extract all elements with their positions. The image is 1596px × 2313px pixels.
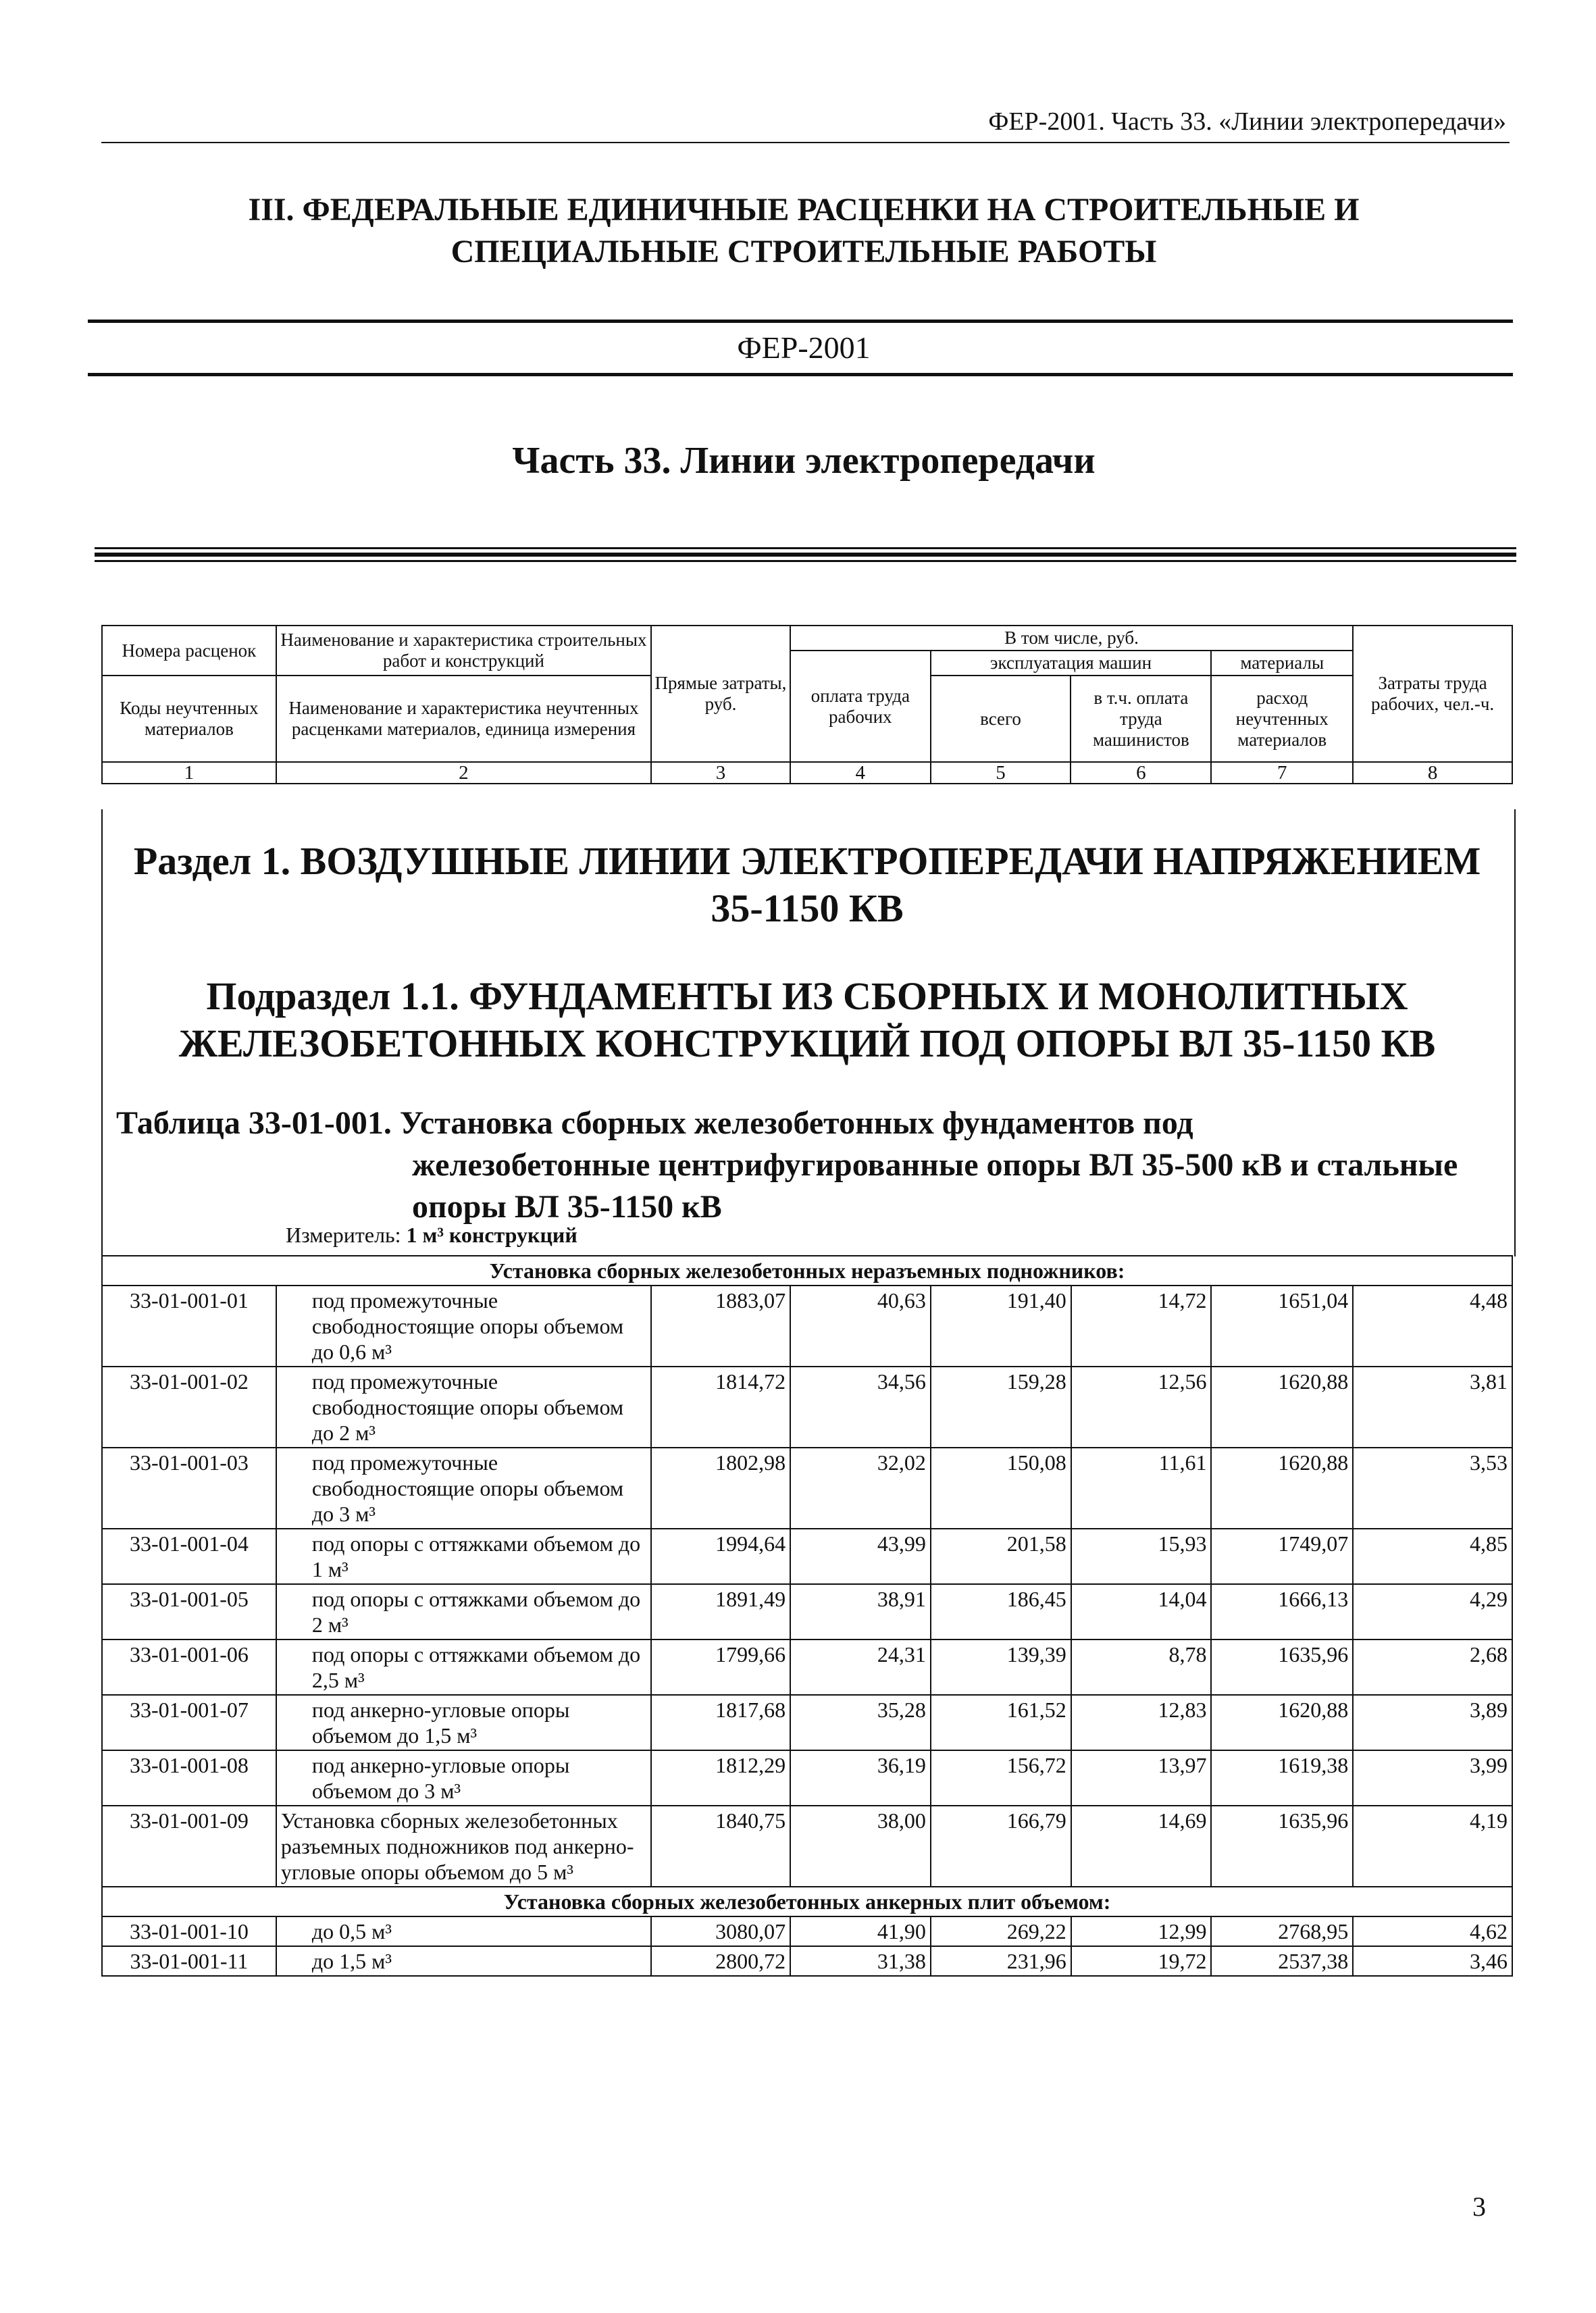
materials-cost-cell: 1619,38 <box>1211 1750 1353 1806</box>
machines-cost-cell: 150,08 <box>931 1448 1071 1529</box>
machines-cost-cell: 269,22 <box>931 1916 1071 1946</box>
labor-cost-cell: 34,56 <box>790 1367 931 1448</box>
direct-cost-cell: 3080,07 <box>651 1916 790 1946</box>
machines-cost-cell: 161,52 <box>931 1695 1071 1750</box>
header-materialy: материалы <box>1211 651 1353 676</box>
labor-hours-cell: 4,48 <box>1353 1286 1512 1367</box>
materials-cost-cell: 1635,96 <box>1211 1640 1353 1695</box>
table-caption-line1: Таблица 33-01-001. Установка сборных железобетонных фундаментов под <box>116 1105 1193 1141</box>
main-title-line1: III. ФЕДЕРАЛЬНЫЕ ЕДИНИЧНЫЕ РАСЦЕНКИ НА СТРОИТЕЛЬНЫЕ И <box>248 192 1360 228</box>
col-number-8: 8 <box>1353 762 1512 784</box>
operators-cost-cell: 14,72 <box>1071 1286 1212 1367</box>
materials-cost-cell: 2537,38 <box>1211 1946 1353 1976</box>
labor-cost-cell: 31,38 <box>790 1946 931 1976</box>
operators-cost-cell: 19,72 <box>1071 1946 1212 1976</box>
section-title <box>101 838 1513 932</box>
table-caption-line3: опоры ВЛ 35-1150 кВ <box>412 1189 722 1225</box>
work-name-cell: до 0,5 м³ <box>276 1916 651 1946</box>
rate-code-cell: 33-01-001-11 <box>102 1946 276 1976</box>
machines-cost-cell: 159,28 <box>931 1367 1071 1448</box>
header-naimenovanie-materialov: Наименование и характеристика неучтенных расценками материалов, единица измерения <box>276 676 651 762</box>
work-name-cell: Установка сборных железобетонных разъемных подножников под анкерно-угловые опоры объемом до 5 м³ <box>276 1806 651 1887</box>
col-number-5: 5 <box>931 762 1071 784</box>
meter-value: 1 м³ конструкций <box>406 1223 577 1247</box>
labor-cost-cell: 40,63 <box>790 1286 931 1367</box>
machines-cost-cell: 186,45 <box>931 1584 1071 1640</box>
table-row <box>102 1946 1512 1976</box>
labor-hours-cell: 2,68 <box>1353 1640 1512 1695</box>
work-name-cell: под анкерно-угловые опоры объемом до 3 м³ <box>276 1750 651 1806</box>
rate-code-cell: 33-01-001-08 <box>102 1750 276 1806</box>
table-row <box>102 1584 1512 1640</box>
header-naimenovanie-rabot: Наименование и характеристика строительных работ и конструкций <box>276 626 651 676</box>
table-row <box>102 1640 1512 1695</box>
materials-cost-cell: 1666,13 <box>1211 1584 1353 1640</box>
header-pryamye: Прямые затраты, руб. <box>651 626 790 762</box>
labor-cost-cell: 41,90 <box>790 1916 931 1946</box>
labor-cost-cell: 43,99 <box>790 1529 931 1584</box>
part-rule-1 <box>95 547 1516 549</box>
header-rule <box>101 142 1510 143</box>
labor-cost-cell: 24,31 <box>790 1640 931 1695</box>
labor-hours-cell: 3,99 <box>1353 1750 1512 1806</box>
section-title-line2: 35-1150 КВ <box>711 886 904 930</box>
header-nomera: Номера расценок <box>102 626 276 676</box>
machines-cost-cell: 166,79 <box>931 1806 1071 1887</box>
rate-code-cell: 33-01-001-09 <box>102 1806 276 1887</box>
labor-cost-cell: 38,91 <box>790 1584 931 1640</box>
part-rule-2 <box>95 553 1516 557</box>
col-number-4: 4 <box>790 762 931 784</box>
table-caption-line2: железобетонные центрифугированные опоры ВЛ 35-500 кВ и стальные <box>412 1147 1458 1183</box>
rate-code-cell: 33-01-001-03 <box>102 1448 276 1529</box>
header-v-tom-chisle: В том числе, руб. <box>790 626 1353 651</box>
labor-hours-cell: 3,81 <box>1353 1367 1512 1448</box>
header-v-t-ch: в т.ч. оплата труда машинистов <box>1071 676 1211 762</box>
labor-hours-cell: 4,85 <box>1353 1529 1512 1584</box>
work-name-cell: под опоры с оттяжками объемом до 2,5 м³ <box>276 1640 651 1695</box>
work-name-cell: под анкерно-угловые опоры объемом до 1,5 м³ <box>276 1695 651 1750</box>
machines-cost-cell: 231,96 <box>931 1946 1071 1976</box>
subsection-title-line1: Подраздел 1.1. ФУНДАМЕНТЫ ИЗ СБОРНЫХ И МОНОЛИТНЫХ <box>206 974 1408 1018</box>
machines-cost-cell: 191,40 <box>931 1286 1071 1367</box>
rate-code-cell: 33-01-001-04 <box>102 1529 276 1584</box>
machines-cost-cell: 156,72 <box>931 1750 1071 1806</box>
header-vsego: всего <box>931 676 1071 762</box>
rate-code-cell: 33-01-001-05 <box>102 1584 276 1640</box>
direct-cost-cell: 1891,49 <box>651 1584 790 1640</box>
machines-cost-cell: 201,58 <box>931 1529 1071 1584</box>
fer-label: ФЕР-2001 <box>737 330 871 365</box>
labor-hours-cell: 3,46 <box>1353 1946 1512 1976</box>
direct-cost-cell: 2800,72 <box>651 1946 790 1976</box>
table-row <box>102 1367 1512 1448</box>
work-name-cell: под промежуточные свободностоящие опоры объемом до 0,6 м³ <box>276 1286 651 1367</box>
materials-cost-cell: 1620,88 <box>1211 1448 1353 1529</box>
operators-cost-cell: 13,97 <box>1071 1750 1212 1806</box>
col-number-2: 2 <box>276 762 651 784</box>
operators-cost-cell: 11,61 <box>1071 1448 1212 1529</box>
labor-hours-cell: 3,89 <box>1353 1695 1512 1750</box>
group-row <box>102 1256 1512 1286</box>
materials-cost-cell: 1620,88 <box>1211 1695 1353 1750</box>
group-heading: Установка сборных железобетонных неразъемных подножников: <box>102 1256 1512 1286</box>
table-row <box>102 1695 1512 1750</box>
fer-rule-top <box>88 320 1513 323</box>
table-row <box>102 1916 1512 1946</box>
header-ekspluataciya: эксплуатация машин <box>931 651 1212 676</box>
rates-table <box>101 1255 1513 1977</box>
work-name-cell: под опоры с оттяжками объемом до 2 м³ <box>276 1584 651 1640</box>
operators-cost-cell: 8,78 <box>1071 1640 1212 1695</box>
page-number: 3 <box>1472 2191 1486 2222</box>
operators-cost-cell: 14,69 <box>1071 1806 1212 1887</box>
header-oplata-truda: оплата труда рабочих <box>790 651 931 762</box>
work-name-cell: под промежуточные свободностоящие опоры объемом до 2 м³ <box>276 1367 651 1448</box>
labor-hours-cell: 4,29 <box>1353 1584 1512 1640</box>
direct-cost-cell: 1817,68 <box>651 1695 790 1750</box>
machines-cost-cell: 139,39 <box>931 1640 1071 1695</box>
operators-cost-cell: 12,56 <box>1071 1367 1212 1448</box>
operators-cost-cell: 15,93 <box>1071 1529 1212 1584</box>
group-row <box>102 1887 1512 1916</box>
meter <box>286 1223 577 1248</box>
operators-cost-cell: 14,04 <box>1071 1584 1212 1640</box>
col-number-3: 3 <box>651 762 790 784</box>
labor-hours-cell: 4,62 <box>1353 1916 1512 1946</box>
materials-cost-cell: 1635,96 <box>1211 1806 1353 1887</box>
materials-cost-cell: 1749,07 <box>1211 1529 1353 1584</box>
subsection-title <box>101 973 1513 1067</box>
col-number-7: 7 <box>1211 762 1353 784</box>
direct-cost-cell: 1812,29 <box>651 1750 790 1806</box>
direct-cost-cell: 1802,98 <box>651 1448 790 1529</box>
work-name-cell: под опоры с оттяжками объемом до 1 м³ <box>276 1529 651 1584</box>
labor-cost-cell: 35,28 <box>790 1695 931 1750</box>
table-caption <box>116 1102 1508 1228</box>
direct-cost-cell: 1814,72 <box>651 1367 790 1448</box>
part-title: Часть 33. Линии электропередачи <box>512 440 1096 482</box>
running-header: ФЕР-2001. Часть 33. «Линии электропередачи» <box>988 107 1506 136</box>
table-row <box>102 1529 1512 1584</box>
main-title-line2: СПЕЦИАЛЬНЫЕ СТРОИТЕЛЬНЫЕ РАБОТЫ <box>451 234 1157 270</box>
table-row <box>102 1750 1512 1806</box>
direct-cost-cell: 1994,64 <box>651 1529 790 1584</box>
header-rashod: расход неучтенных материалов <box>1211 676 1353 762</box>
rate-code-cell: 33-01-001-01 <box>102 1286 276 1367</box>
rate-code-cell: 33-01-001-06 <box>102 1640 276 1695</box>
part-rule-3 <box>95 560 1516 562</box>
materials-cost-cell: 1651,04 <box>1211 1286 1353 1367</box>
labor-cost-cell: 36,19 <box>790 1750 931 1806</box>
section-title-line1: Раздел 1. ВОЗДУШНЫЕ ЛИНИИ ЭЛЕКТРОПЕРЕДАЧИ НАПРЯЖЕНИЕМ <box>133 839 1481 883</box>
header-kody: Коды неучтенных материалов <box>102 676 276 762</box>
main-title <box>101 189 1506 273</box>
operators-cost-cell: 12,83 <box>1071 1695 1212 1750</box>
col-number-6: 6 <box>1071 762 1211 784</box>
rate-code-cell: 33-01-001-10 <box>102 1916 276 1946</box>
materials-cost-cell: 2768,95 <box>1211 1916 1353 1946</box>
direct-cost-cell: 1840,75 <box>651 1806 790 1887</box>
labor-hours-cell: 4,19 <box>1353 1806 1512 1887</box>
table-row <box>102 1448 1512 1529</box>
work-name-cell: до 1,5 м³ <box>276 1946 651 1976</box>
materials-cost-cell: 1620,88 <box>1211 1367 1353 1448</box>
labor-cost-cell: 32,02 <box>790 1448 931 1529</box>
column-header-table <box>101 625 1513 784</box>
labor-hours-cell: 3,53 <box>1353 1448 1512 1529</box>
labor-cost-cell: 38,00 <box>790 1806 931 1887</box>
work-name-cell: под промежуточные свободностоящие опоры объемом до 3 м³ <box>276 1448 651 1529</box>
operators-cost-cell: 12,99 <box>1071 1916 1212 1946</box>
fer-rule-bottom <box>88 373 1513 376</box>
table-row <box>102 1806 1512 1887</box>
subsection-title-line2: ЖЕЛЕЗОБЕТОННЫХ КОНСТРУКЦИЙ ПОД ОПОРЫ ВЛ 35-1150 КВ <box>178 1021 1436 1065</box>
group-heading: Установка сборных железобетонных анкерных плит объемом: <box>102 1887 1512 1916</box>
header-zatraty: Затраты труда рабочих, чел.-ч. <box>1353 626 1512 762</box>
direct-cost-cell: 1883,07 <box>651 1286 790 1367</box>
direct-cost-cell: 1799,66 <box>651 1640 790 1695</box>
rate-code-cell: 33-01-001-02 <box>102 1367 276 1448</box>
table-row <box>102 1286 1512 1367</box>
rates-table-body <box>102 1256 1512 1976</box>
meter-label: Измеритель: <box>286 1223 401 1247</box>
col-number-1: 1 <box>102 762 276 784</box>
rate-code-cell: 33-01-001-07 <box>102 1695 276 1750</box>
